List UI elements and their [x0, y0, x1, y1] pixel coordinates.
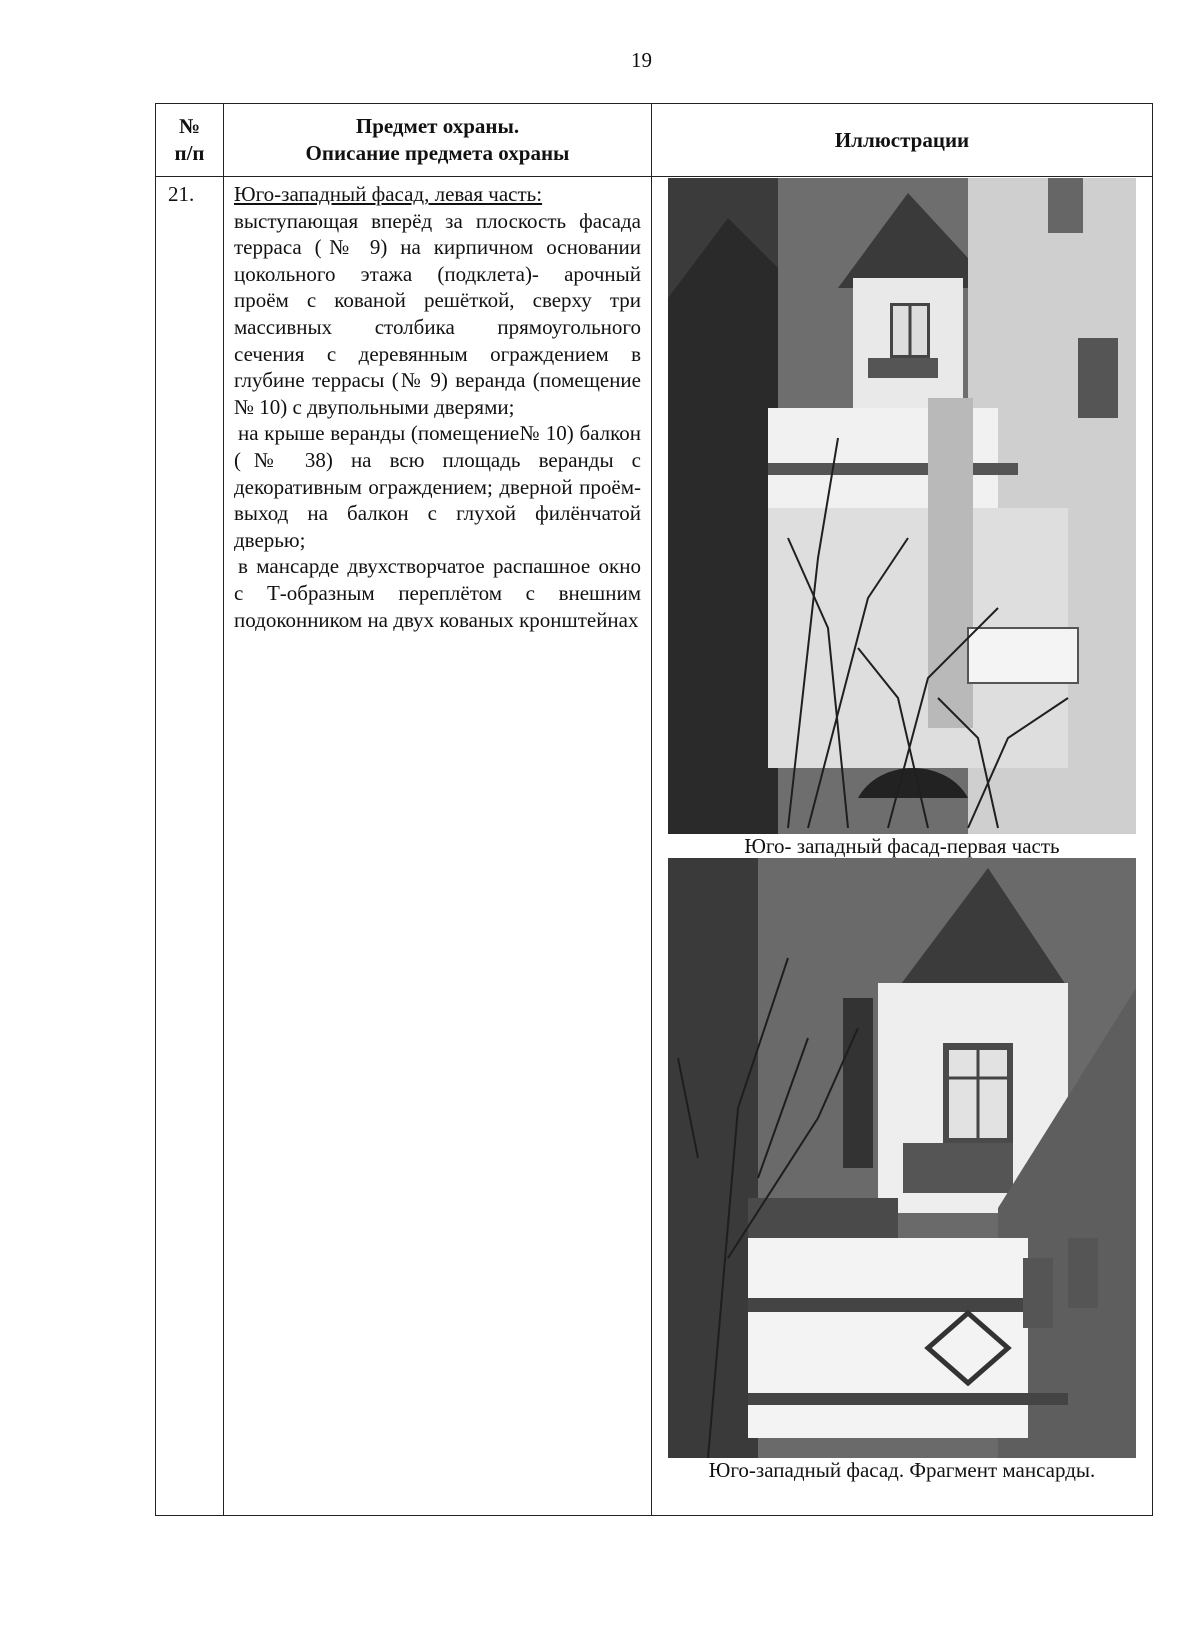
description-paragraph: выступающая вперёд за плоскость фасада терраса (№ 9) на кирпичном основании цокольного этажа (подклета)- арочный проём с кованой решёткой, сверху три массивных столбика прямоугольного сечения с деревянным ограждением в глубине террасы (№ 9) веранда (помещение № 10) с двупольными дверями;: [234, 208, 641, 419]
facade-photo-1: [668, 178, 1136, 834]
facade-photo-2-image: [668, 858, 1136, 1458]
row-number: 21.: [156, 177, 224, 1516]
header-row: [156, 104, 1153, 177]
photo-caption: Юго-западный фасад. Фрагмент мансарды.: [708, 1458, 1096, 1482]
description-paragraph: в мансарде двухстворчатое распашное окно с Т-образным переплётом с внешним подоконником на двух кованых кронштейнах: [234, 554, 641, 632]
photo-caption: Юго- западный фасад-первая часть: [744, 834, 1060, 858]
header-illustrations: Иллюстрации: [652, 104, 1153, 177]
description-paragraph: на крыше веранды (помещение№ 10) балкон (№ 38) на всю площадь веранды с декоративным ограждением; дверной проём-выход на балкон с глухой филёнчатой дверью;: [234, 421, 641, 552]
header-subject: Предмет охраны. Описание предмета охраны: [224, 104, 652, 177]
page-number: 19: [631, 48, 652, 72]
table-row: [156, 177, 1153, 1516]
facade-photo-1-image: [668, 178, 1136, 834]
description-title: Юго-западный фасад, левая часть:: [234, 182, 543, 206]
protection-table: [155, 103, 1153, 1516]
header-number: № п/п: [156, 104, 224, 177]
row-description: [224, 177, 652, 1516]
illustrations-cell: [652, 177, 1153, 1516]
facade-photo-2: [668, 858, 1136, 1458]
